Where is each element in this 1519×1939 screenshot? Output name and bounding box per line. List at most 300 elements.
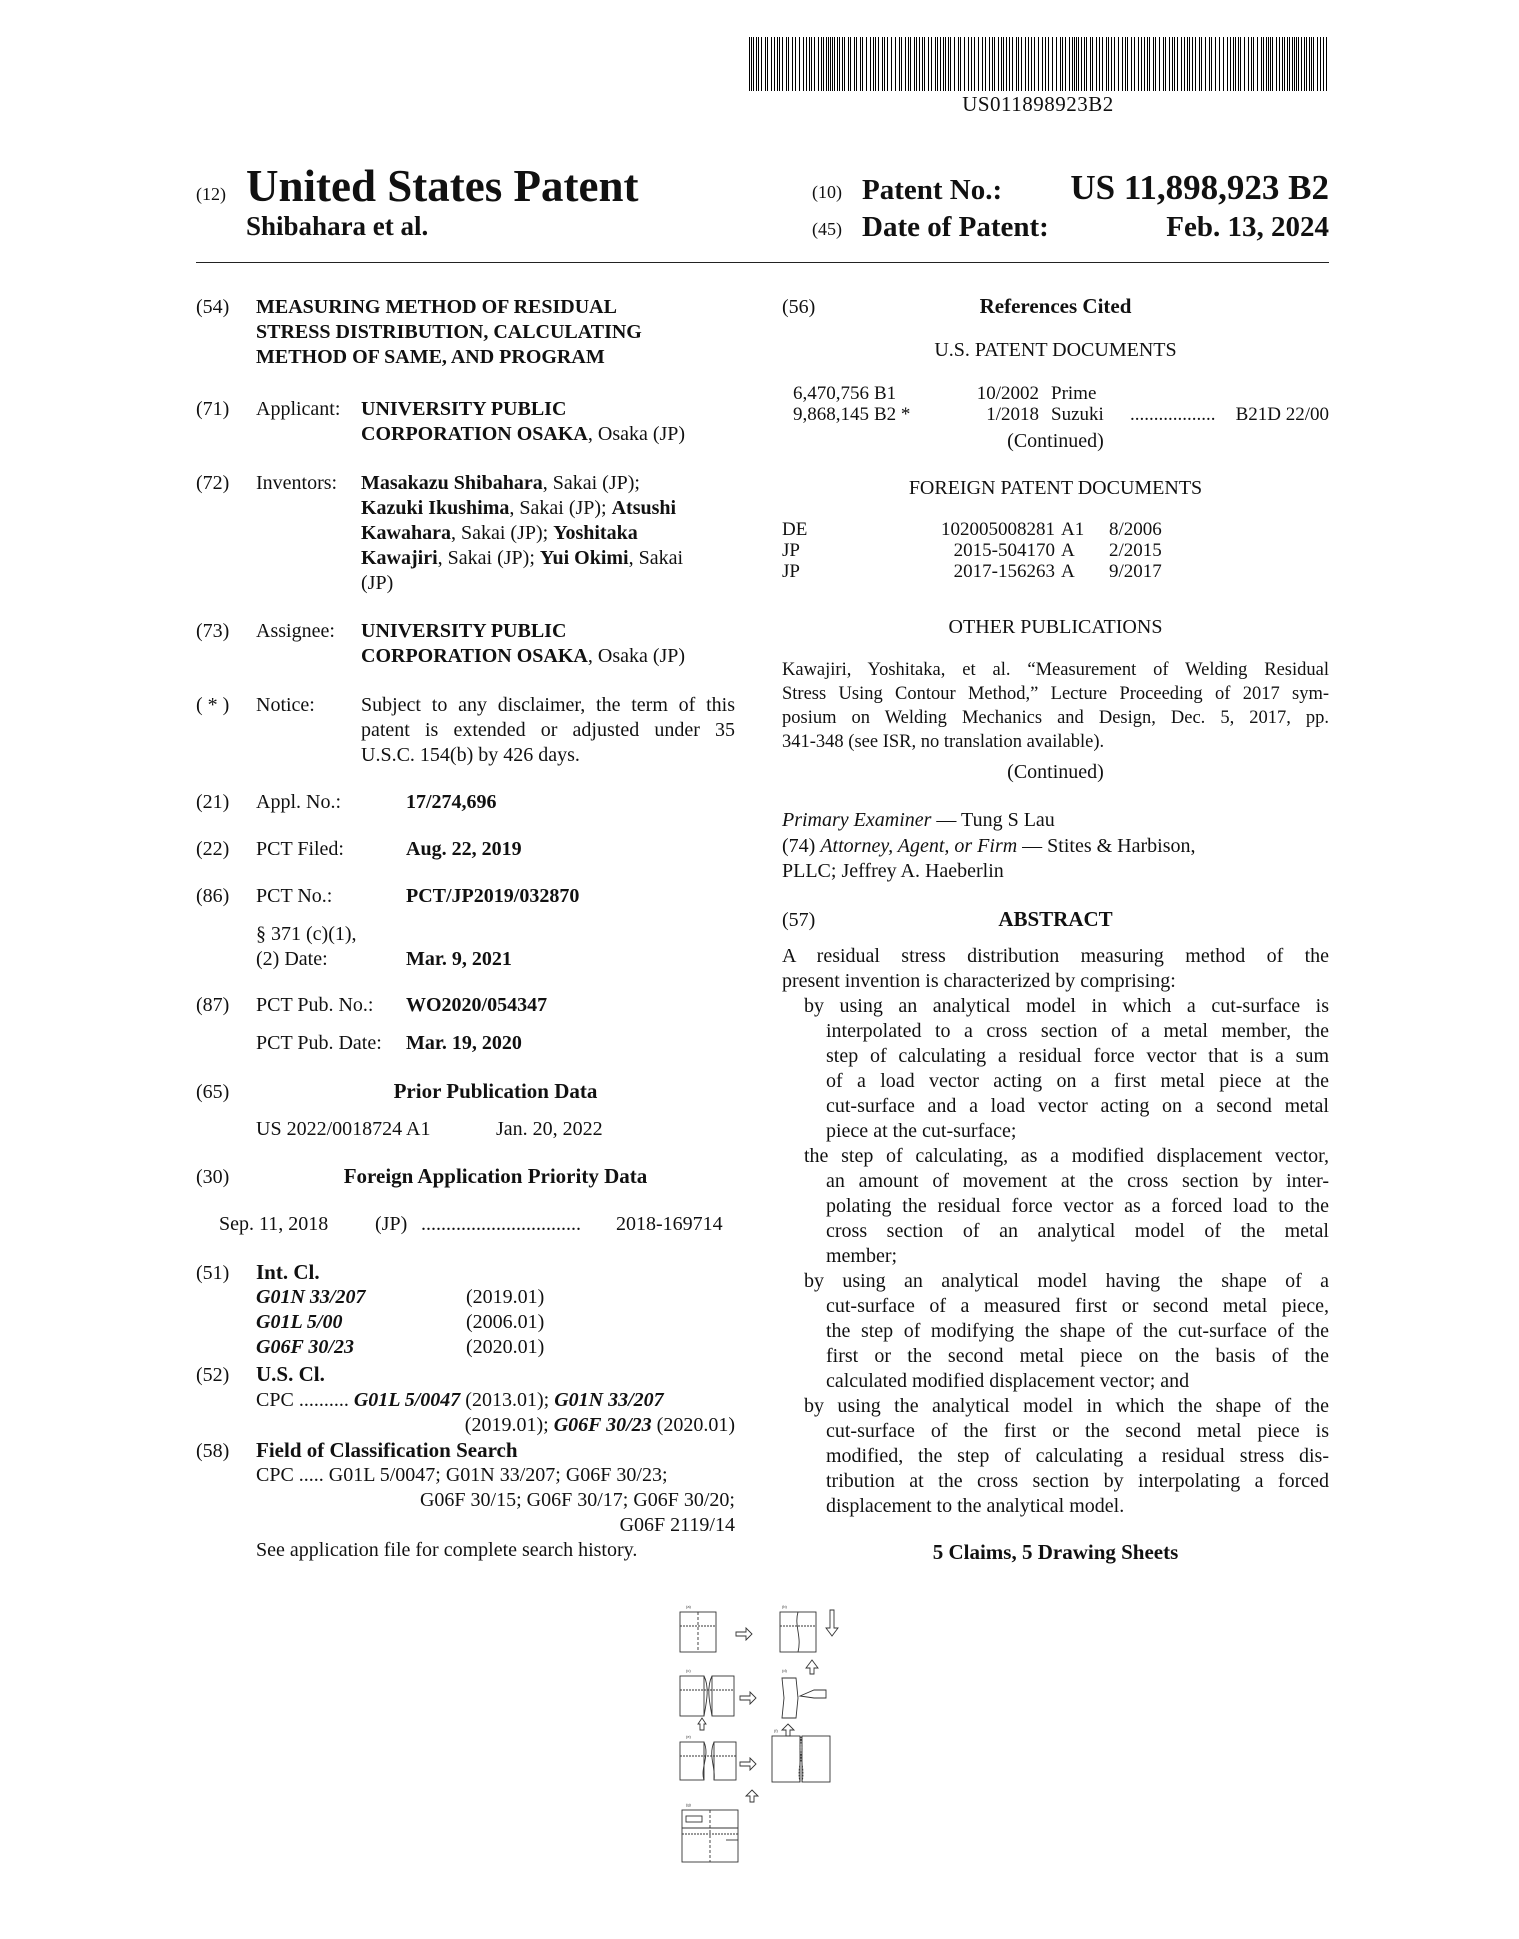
barcode-bar [1034, 37, 1035, 91]
barcode-bar [751, 37, 752, 91]
foreign-doc-number: 2017-156263 [953, 561, 1055, 582]
svg-text:(e): (e) [686, 1734, 691, 1739]
inventor-name: Masakazu Shibahara [361, 472, 543, 494]
barcode-bar [875, 37, 876, 91]
code-45: (45) [812, 219, 842, 239]
barcode-bar [1163, 37, 1164, 91]
appl-no-value: 17/274,696 [406, 791, 497, 813]
abstract-line: piece at the cut-surface; [826, 1120, 1017, 1142]
abstract-items [782, 994, 1329, 1519]
barcode-bar [1326, 37, 1327, 91]
barcode-bar [1276, 37, 1277, 91]
svg-text:(g): (g) [686, 1802, 691, 1807]
barcode-bar [945, 37, 946, 91]
abstract-line: displacement to the analytical model. [826, 1495, 1125, 1517]
barcode-bar [1287, 37, 1288, 91]
assignee-name-line2: CORPORATION OSAKA [361, 645, 588, 667]
barcode-bar [992, 37, 993, 91]
int-cl-list [256, 1285, 544, 1360]
barcode-bar [1301, 37, 1302, 91]
attorney-label: Attorney, Agent, or Firm [820, 835, 1018, 857]
barcode-bar [1127, 37, 1128, 91]
foreign-doc-country: DE [782, 519, 808, 540]
foreign-doc-date: 9/2017 [1109, 561, 1162, 582]
barcode-bar [1165, 37, 1166, 91]
barcode-bar [882, 37, 883, 91]
inventor-location: , Sakai (JP); [542, 472, 640, 494]
barcode-bar [937, 37, 938, 91]
barcode-bar [837, 37, 838, 91]
code-21: (21) [196, 791, 230, 813]
us-documents-continued: (Continued) [1007, 430, 1104, 452]
abstract-line: member; [826, 1245, 898, 1267]
int-cl-class: G06F 30/23 [256, 1336, 354, 1358]
foreign-doc-kind: A [1061, 540, 1075, 561]
barcode-bar [1230, 37, 1231, 91]
abstract-line: the step of modifying the shape of the cut-surface of the [826, 1320, 1329, 1342]
barcode-bar [1323, 37, 1324, 91]
barcode-bar [779, 37, 780, 91]
primary-examiner [782, 808, 1329, 833]
barcode-bar [826, 37, 827, 91]
barcode-bar [1021, 37, 1022, 91]
field-search-heading: Field of Classification Search [256, 1438, 518, 1462]
barcode-bar [1215, 37, 1216, 91]
barcode-bar [777, 37, 778, 91]
us-doc-kind: B1 [874, 383, 897, 404]
abstract-line: modified, the step of calculating a residual stress dis- [826, 1445, 1329, 1467]
barcode-bar [1018, 37, 1019, 91]
foreign-doc-number: 2015-504170 [953, 540, 1055, 561]
field-search-line: G06F 2119/14 [619, 1514, 735, 1536]
barcode-bar [862, 37, 863, 91]
barcode-bar [1102, 37, 1103, 91]
title-line: METHOD OF SAME, AND PROGRAM [256, 346, 605, 368]
svg-text:(d): (d) [782, 1668, 787, 1673]
barcode-bar [1184, 37, 1185, 91]
barcode-bar [982, 37, 983, 91]
pct-pub-no-value: WO2020/054347 [406, 994, 548, 1016]
attorney-name: — Stites & Harbison, [1017, 835, 1196, 857]
barcode-bar [1199, 37, 1200, 91]
abstract-item [782, 1269, 1329, 1394]
barcode-bar [799, 37, 800, 91]
us-doc-number: 6,470,756 [793, 383, 869, 404]
barcode-bar [950, 37, 951, 91]
barcode-bar [1155, 37, 1156, 91]
barcode-bar [1304, 37, 1305, 91]
barcode-bar [922, 37, 923, 91]
barcode-bar [1031, 37, 1032, 91]
applicant-name-line1: UNIVERSITY PUBLIC [361, 398, 567, 420]
foreign-doc-country: JP [782, 540, 800, 561]
svg-text:(a): (a) [686, 1604, 691, 1609]
us-doc-date: 10/2002 [976, 383, 1039, 404]
barcode-bar [1292, 37, 1293, 91]
other-publication-line: Stress Using Contour Method,” Lecture Proceeding of 2017 sym- [782, 684, 1329, 704]
barcode-number: US011898923B2 [962, 92, 1114, 116]
barcode-bar [1289, 37, 1290, 91]
barcode-bar [1111, 37, 1112, 91]
barcode-bar [1056, 37, 1057, 91]
abstract-line: by using an analytical model in which a cut-surface is [804, 995, 1329, 1017]
code-52: (52) [196, 1364, 230, 1386]
priority-dots: ................................ [421, 1213, 581, 1235]
barcode-bar [994, 37, 995, 91]
us-doc-kind: B2 * [874, 404, 911, 425]
barcode-bar [792, 37, 793, 91]
barcode-bar [1099, 37, 1100, 91]
barcode-bar [1248, 37, 1249, 91]
barcode-bar [834, 37, 835, 91]
abstract-line: calculated modified displacement vector; and [826, 1370, 1190, 1392]
barcode-bar [848, 37, 849, 91]
barcode-bar [895, 37, 896, 91]
date-of-patent-label: Date of Patent: [862, 211, 1049, 243]
assignee-name-line1: UNIVERSITY PUBLIC [361, 620, 567, 642]
field-search-line: CPC ..... G01L 5/0047; G01N 33/207; G06F 30/23; [256, 1464, 668, 1486]
barcode-bar [795, 37, 796, 91]
barcode-bar [1081, 37, 1082, 91]
abstract-item [782, 1144, 1329, 1269]
int-cl-version: (2006.01) [466, 1311, 545, 1333]
barcode-bar [806, 37, 807, 91]
barcode-bar [1001, 37, 1002, 91]
barcode-bar [1069, 37, 1070, 91]
barcode-bar [878, 37, 879, 91]
barcode-bar [821, 37, 822, 91]
barcode-bar [1131, 37, 1132, 91]
applicant-place: , Osaka (JP) [587, 423, 686, 445]
other-publication-line: posium on Welding Mechanics and Design, Dec. 5, 2017, pp. [782, 708, 1329, 728]
code-65: (65) [196, 1081, 230, 1103]
barcode-bar [1189, 37, 1190, 91]
foreign-documents-heading: FOREIGN PATENT DOCUMENTS [908, 477, 1203, 499]
barcode-bar [1074, 37, 1075, 91]
us-doc-number: 9,868,145 [793, 404, 869, 425]
barcode-bar [1187, 37, 1188, 91]
other-publication-line: Kawajiri, Yoshitaka, et al. “Measurement of Welding Residual [782, 660, 1329, 680]
barcode-bar [830, 37, 831, 91]
inventors-label: Inventors: [256, 472, 338, 494]
foreign-priority-heading: Foreign Application Priority Data [343, 1164, 648, 1188]
svg-text:(c): (c) [686, 1668, 691, 1673]
barcode-bar [828, 37, 829, 91]
inventor-name: Yoshitaka [553, 522, 638, 544]
barcode-bar [818, 37, 819, 91]
barcode-bar [919, 37, 920, 91]
priority-date: Sep. 11, 2018 [219, 1213, 329, 1235]
barcode-bar [1118, 37, 1119, 91]
barcode-bar [978, 37, 979, 91]
abstract-heading: ABSTRACT [998, 907, 1113, 931]
pct-pub-date-label: PCT Pub. Date: [256, 1032, 382, 1054]
inventor-name: Kawajiri [361, 547, 438, 569]
barcode-bar [960, 37, 961, 91]
barcode-bar [928, 37, 929, 91]
barcode-bar [753, 37, 754, 91]
barcode-bar [891, 37, 892, 91]
section-371-date: Mar. 9, 2021 [406, 948, 512, 970]
barcode-bar [935, 37, 936, 91]
barcode-bar [1227, 37, 1228, 91]
title-line: STRESS DISTRIBUTION, CALCULATING [256, 321, 642, 343]
foreign-doc-number: 102005008281 [941, 519, 1055, 540]
other-publications-continued: (Continued) [1007, 761, 1104, 783]
barcode-bar [1134, 37, 1135, 91]
references-cited-heading: References Cited [979, 294, 1132, 318]
other-publications-text [782, 658, 1329, 754]
barcode-bar [989, 37, 990, 91]
barcode-bar [1114, 37, 1115, 91]
barcode-bar [887, 37, 888, 91]
abstract-body [782, 944, 1329, 1519]
barcode-bar [958, 37, 959, 91]
pct-filed-value: Aug. 22, 2019 [406, 838, 522, 860]
barcode-bar [803, 37, 804, 91]
code-56: (56) [782, 296, 816, 318]
barcode-bar [1122, 37, 1123, 91]
barcode-bar [1144, 37, 1145, 91]
barcode-bar [948, 37, 949, 91]
barcode-bar [964, 37, 965, 91]
barcode-bar [1065, 37, 1066, 91]
other-publications-heading: OTHER PUBLICATIONS [948, 616, 1163, 638]
prior-publication-number: US 2022/0018724 A1 [256, 1118, 431, 1140]
barcode-bar [1257, 37, 1258, 91]
barcode-bar [1038, 37, 1039, 91]
barcode-bar [1084, 37, 1085, 91]
code-10: (10) [812, 182, 842, 202]
int-cl-class: G01N 33/207 [256, 1286, 366, 1308]
inventors-list [361, 471, 735, 596]
applicant-name-line2: CORPORATION OSAKA [361, 423, 588, 445]
barcode-bar [1006, 37, 1007, 91]
notice-line: Subject to any disclaimer, the term of this [361, 694, 735, 716]
barcode-bar [1235, 37, 1236, 91]
barcode-bar [1313, 37, 1314, 91]
invention-title [256, 295, 642, 370]
attorney-code: (74) [782, 835, 821, 857]
abstract-item [782, 1394, 1329, 1519]
us-patent-documents-heading: U.S. PATENT DOCUMENTS [934, 339, 1177, 361]
barcode-bar [1096, 37, 1097, 91]
inventor-name: Yui Okimi [539, 547, 629, 569]
barcode-bar [968, 37, 969, 91]
attorney [782, 834, 1329, 884]
barcode-bar [1253, 37, 1254, 91]
barcode-bar [1078, 37, 1079, 91]
foreign-documents-list [782, 519, 1329, 582]
abstract-line: tribution at the cross section by interpolating a forced [826, 1470, 1329, 1492]
int-cl-class: G01L 5/00 [256, 1311, 343, 1333]
barcode-bar [1003, 37, 1004, 91]
pct-no-label: PCT No.: [256, 885, 333, 907]
abstract-line: by using the analytical model in which the shape of the [804, 1395, 1329, 1417]
field-search-line: G06F 30/15; G06F 30/17; G06F 30/20; [419, 1489, 735, 1511]
barcode-bar [1195, 37, 1196, 91]
appl-no-label: Appl. No.: [256, 791, 341, 813]
barcode-bar [767, 37, 768, 91]
barcode-bar [809, 37, 810, 91]
barcode-bar [844, 37, 845, 91]
section-371-label: § 371 (c)(1), [256, 923, 357, 945]
barcode-bar [749, 37, 750, 91]
barcode-bar [761, 37, 762, 91]
barcode-bar [1201, 37, 1202, 91]
code-57: (57) [782, 909, 816, 931]
cpc-label: CPC [256, 1389, 294, 1411]
us-doc-name: Suzuki [1051, 404, 1104, 425]
inventor-location: , Sakai [628, 547, 684, 569]
barcode-bar [1086, 37, 1087, 91]
cpc-version: (2013.01); [460, 1389, 555, 1411]
barcode-bar [765, 37, 766, 91]
barcode-bar [771, 37, 772, 91]
barcode-bar [998, 37, 999, 91]
code-30: (30) [196, 1166, 230, 1188]
barcode-bar [1238, 37, 1239, 91]
patent-no-label: Patent No.: [862, 174, 1003, 206]
pct-pub-no-label: PCT Pub. No.: [256, 994, 374, 1016]
barcode-bar [1244, 37, 1245, 91]
barcode-bar [1028, 37, 1029, 91]
barcode-bar [1211, 37, 1212, 91]
barcode-bar [1076, 37, 1077, 91]
inventor-location: , Sakai (JP); [437, 547, 540, 569]
barcode-bar [1009, 37, 1010, 91]
code-72: (72) [196, 472, 230, 494]
title-line: MEASURING METHOD OF RESIDUAL [256, 296, 617, 318]
abstract-line: polating the residual force vector as a forced load to the [826, 1195, 1329, 1217]
abstract-line: present invention is characterized by comprising: [782, 970, 1176, 992]
us-cl-cpc [256, 1388, 735, 1438]
barcode-bar [1317, 37, 1318, 91]
barcode-bar [832, 37, 833, 91]
barcode-bar [1090, 37, 1091, 91]
barcode-bar [910, 37, 911, 91]
barcode-bar [1025, 37, 1026, 91]
barcode-bar [1309, 37, 1310, 91]
barcode-bar [1261, 37, 1262, 91]
cpc-class: G01N 33/207 [554, 1389, 664, 1411]
examiner-label: Primary Examiner [782, 809, 932, 831]
section-371-date-label: (2) Date: [256, 948, 328, 970]
barcode-bar [756, 37, 757, 91]
pct-no-value: PCT/JP2019/032870 [406, 885, 580, 907]
abstract-line: of a load vector acting on a first metal piece at the [826, 1070, 1329, 1092]
pct-filed-label: PCT Filed: [256, 838, 344, 860]
inventor-short-name: Shibahara et al. [246, 211, 429, 241]
other-publication-line: 341-348 (see ISR, no translation available). [782, 732, 1105, 752]
us-doc-dots: .................. [1130, 404, 1216, 425]
code-12: (12) [196, 184, 226, 204]
foreign-doc-date: 2/2015 [1109, 540, 1162, 561]
barcode-bar [782, 37, 783, 91]
barcode-bar [1279, 37, 1280, 91]
applicant-label: Applicant: [256, 398, 341, 420]
barcode-bar [1282, 37, 1283, 91]
barcode-bar [1042, 37, 1043, 91]
abstract-item [782, 994, 1329, 1144]
notice-line: patent is extended or adjusted under 35 [361, 719, 735, 741]
int-cl-heading: Int. Cl. [256, 1260, 320, 1284]
barcode-bar [924, 37, 925, 91]
barcode-bar [1223, 37, 1224, 91]
foreign-document-row [782, 561, 1329, 582]
inventor-location: , Sakai (JP); [451, 522, 554, 544]
barcode-bar [1147, 37, 1148, 91]
cpc-version: (2019.01); [464, 1414, 554, 1436]
barcode-bar [954, 37, 955, 91]
abstract-line: A residual stress distribution measuring method of the [782, 945, 1329, 967]
barcode-bar [1320, 37, 1321, 91]
barcode-bar [1268, 37, 1269, 91]
barcode-bar [786, 37, 787, 91]
cpc-class: G01L 5/0047 [353, 1389, 461, 1411]
field-search-list [256, 1463, 735, 1538]
abstract-line: cut-surface of the first or the second metal piece is [826, 1420, 1329, 1442]
barcode-bar [1209, 37, 1210, 91]
barcode-bar [1048, 37, 1049, 91]
barcode-bar [1205, 37, 1206, 91]
barcode-bar [1263, 37, 1264, 91]
barcode-bar [1141, 37, 1142, 91]
barcode-bar [971, 37, 972, 91]
barcode-bar [866, 37, 867, 91]
abstract-line: by using an analytical model having the shape of a [804, 1270, 1329, 1292]
us-document-row [782, 404, 1329, 425]
code-71: (71) [196, 398, 230, 420]
barcode-bar [1270, 37, 1271, 91]
barcode-bar [884, 37, 885, 91]
barcode-bar [1266, 37, 1267, 91]
priority-country: (JP) [375, 1213, 408, 1235]
document-type-title: United States Patent [246, 161, 639, 211]
foreign-doc-country: JP [782, 561, 800, 582]
foreign-doc-date: 8/2006 [1109, 519, 1162, 540]
barcode-bar [940, 37, 941, 91]
inventor-location: , Sakai (JP); [509, 497, 612, 519]
notice-code: ( * ) [196, 694, 230, 716]
barcode-bar [916, 37, 917, 91]
barcode-bar [1172, 37, 1173, 91]
abstract-line: the step of calculating, as a modified displacement vector, [804, 1145, 1329, 1167]
representative-drawing [670, 1596, 860, 1878]
barcode-bar [1177, 37, 1178, 91]
barcode-bar [1294, 37, 1295, 91]
us-doc-date: 1/2018 [986, 404, 1039, 425]
barcode-bar [814, 37, 815, 91]
barcode-bar [914, 37, 915, 91]
barcode-bar [931, 37, 932, 91]
cpc-dots: .......... [298, 1389, 349, 1411]
barcode-bar [842, 37, 843, 91]
barcode-bar [1233, 37, 1234, 91]
abstract-line: cut-surface of a measured first or second metal piece, [826, 1295, 1329, 1317]
barcode-bar [1192, 37, 1193, 91]
barcode-bar [899, 37, 900, 91]
abstract-line: step of calculating a residual force vector that is a sum [826, 1045, 1329, 1067]
us-doc-name: Prime [1051, 383, 1097, 404]
barcode-bar [1125, 37, 1126, 91]
code-87: (87) [196, 994, 230, 1016]
barcode-bar [1108, 37, 1109, 91]
barcode-bar [1062, 37, 1063, 91]
barcode-bar [1306, 37, 1307, 91]
barcode-bar [1272, 37, 1273, 91]
code-58: (58) [196, 1440, 230, 1462]
